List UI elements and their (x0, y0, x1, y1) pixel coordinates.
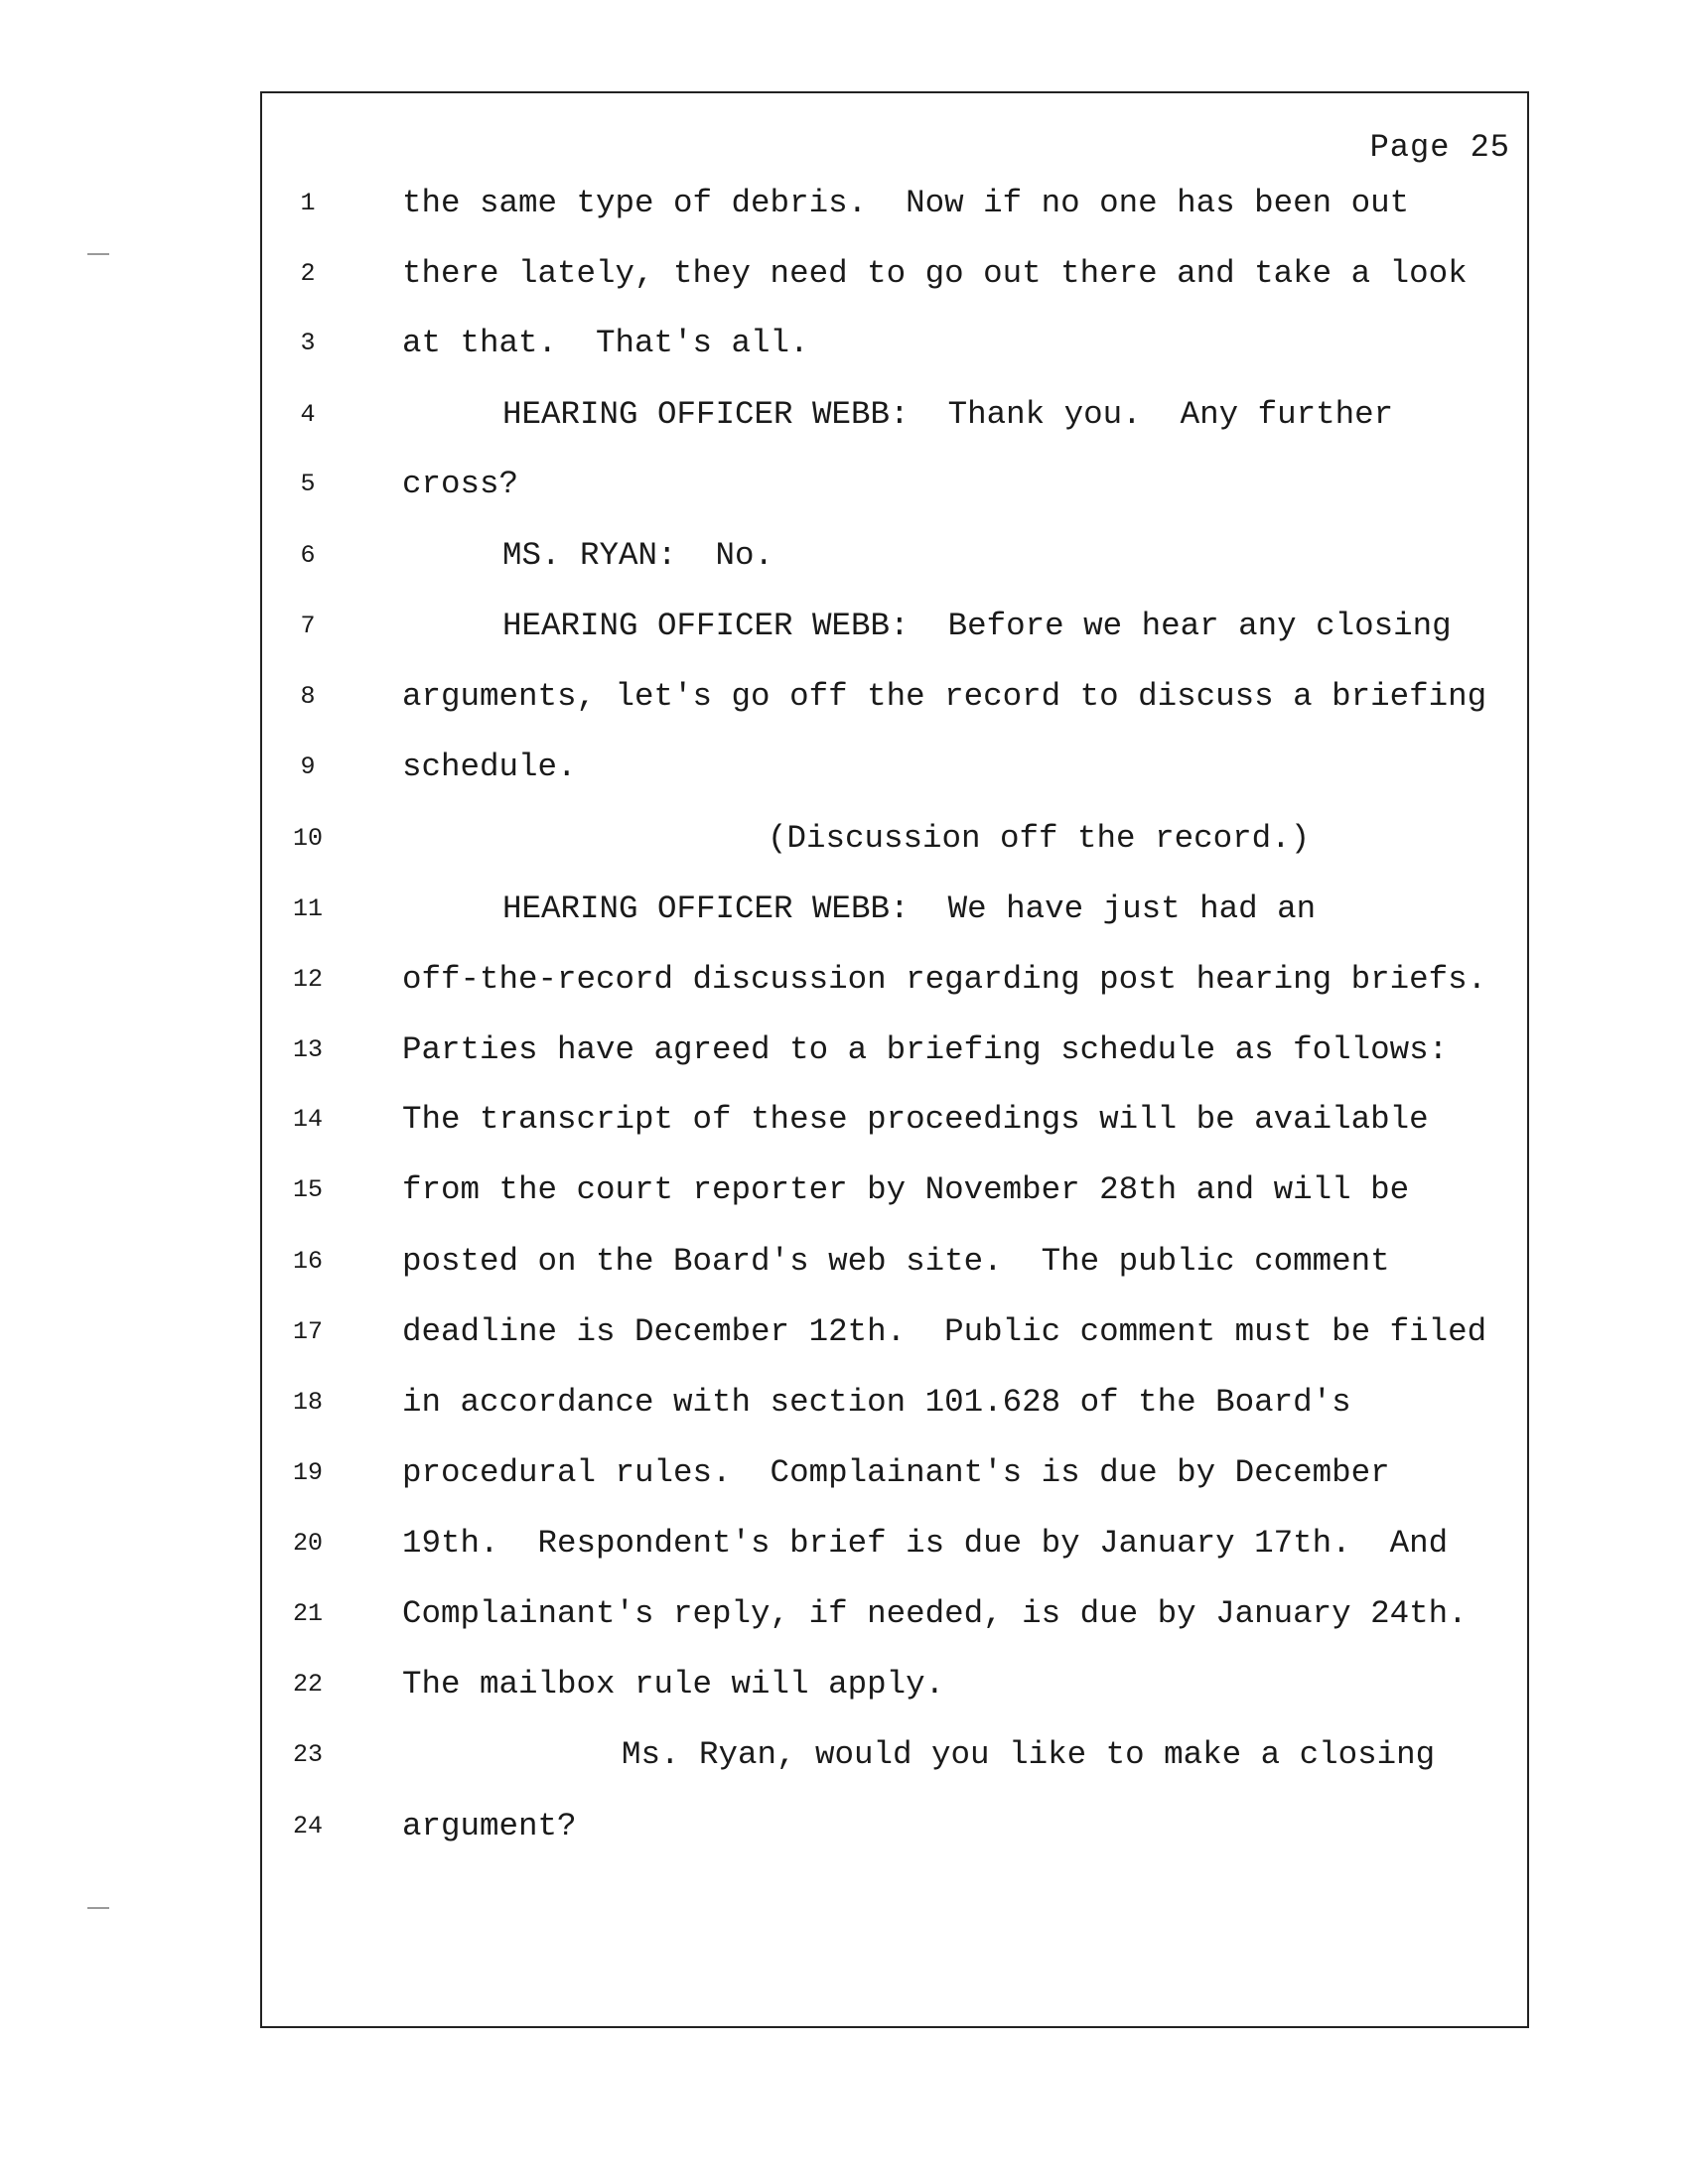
transcript-line (0, 324, 1684, 373)
line-text: deadline is December 12th. Public comment must be filed (402, 1313, 1487, 1350)
transcript-line (0, 1453, 1684, 1503)
line-number: 2 (300, 259, 316, 288)
line-text: Ms. Ryan, would you like to make a closing (622, 1736, 1436, 1773)
line-text: from the court reporter by November 28th and will be (402, 1171, 1410, 1208)
line-number: 24 (292, 1812, 323, 1841)
transcript-line (0, 1735, 1684, 1785)
line-text: in accordance with section 101.628 of the Board's (402, 1384, 1351, 1421)
line-number: 6 (300, 541, 316, 570)
line-number: 22 (292, 1670, 323, 1699)
line-text: arguments, let's go off the record to discuss a briefing (402, 678, 1487, 715)
page-number: Page 25 (1369, 129, 1510, 166)
line-text: procedural rules. Complainant's is due by December (402, 1454, 1390, 1491)
transcript-line (0, 1383, 1684, 1433)
margin-mark-bottom (87, 1907, 109, 1909)
transcript-line (0, 1312, 1684, 1362)
line-text: cross? (402, 466, 519, 502)
transcript-line (0, 607, 1684, 656)
transcript-line (0, 465, 1684, 514)
line-text: the same type of debris. Now if no one has been out (402, 185, 1410, 221)
line-number: 12 (292, 965, 323, 994)
transcript-line (0, 254, 1684, 304)
line-text: Parties have agreed to a briefing schedule as follows: (402, 1031, 1449, 1068)
line-number: 1 (300, 189, 316, 217)
transcript-line (0, 1242, 1684, 1292)
line-text: The mailbox rule will apply. (402, 1666, 945, 1703)
line-text: Complainant's reply, if needed, is due by January 24th. (402, 1595, 1468, 1632)
line-text: HEARING OFFICER WEBB: Before we hear any closing (502, 608, 1452, 644)
transcript-line (0, 1807, 1684, 1856)
line-number: 23 (292, 1740, 323, 1769)
line-number: 17 (292, 1317, 323, 1346)
line-number: 10 (292, 824, 323, 853)
line-text: there lately, they need to go out there and take a look (402, 255, 1468, 292)
line-text: schedule. (402, 749, 577, 785)
line-text: MS. RYAN: No. (502, 537, 774, 574)
line-number: 14 (292, 1105, 323, 1134)
transcript-line (0, 1100, 1684, 1150)
line-number: 15 (292, 1175, 323, 1204)
transcript-line (0, 1665, 1684, 1714)
transcript-line (0, 819, 1684, 869)
line-number: 21 (292, 1599, 323, 1628)
line-number: 16 (292, 1247, 323, 1276)
transcript-line (0, 1594, 1684, 1644)
line-text: HEARING OFFICER WEBB: Thank you. Any further (502, 396, 1394, 433)
transcript-line (0, 184, 1684, 233)
line-text: off-the-record discussion regarding post hearing briefs. (402, 961, 1487, 998)
transcript-line (0, 1170, 1684, 1220)
line-number: 19 (292, 1458, 323, 1487)
line-text: (Discussion off the record.) (768, 820, 1311, 857)
transcript-line (0, 536, 1684, 586)
line-text: HEARING OFFICER WEBB: We have just had an (502, 890, 1317, 927)
line-text: argument? (402, 1808, 577, 1844)
line-number: 7 (300, 612, 316, 640)
line-number: 4 (300, 400, 316, 429)
line-text: posted on the Board's web site. The public comment (402, 1243, 1390, 1280)
line-number: 5 (300, 470, 316, 498)
transcript-line (0, 395, 1684, 445)
line-number: 8 (300, 682, 316, 711)
line-number: 9 (300, 752, 316, 781)
line-number: 18 (292, 1388, 323, 1417)
transcript-line (0, 1524, 1684, 1573)
line-text: The transcript of these proceedings will be available (402, 1101, 1429, 1138)
transcript-line (0, 1030, 1684, 1080)
line-number: 13 (292, 1035, 323, 1064)
transcript-line (0, 960, 1684, 1010)
transcript-line (0, 677, 1684, 727)
transcript-line (0, 889, 1684, 939)
line-number: 20 (292, 1529, 323, 1558)
line-number: 11 (292, 894, 323, 923)
transcript-line (0, 748, 1684, 797)
line-text: at that. That's all. (402, 325, 809, 361)
line-number: 3 (300, 329, 316, 357)
line-text: 19th. Respondent's brief is due by January 17th. And (402, 1525, 1449, 1562)
